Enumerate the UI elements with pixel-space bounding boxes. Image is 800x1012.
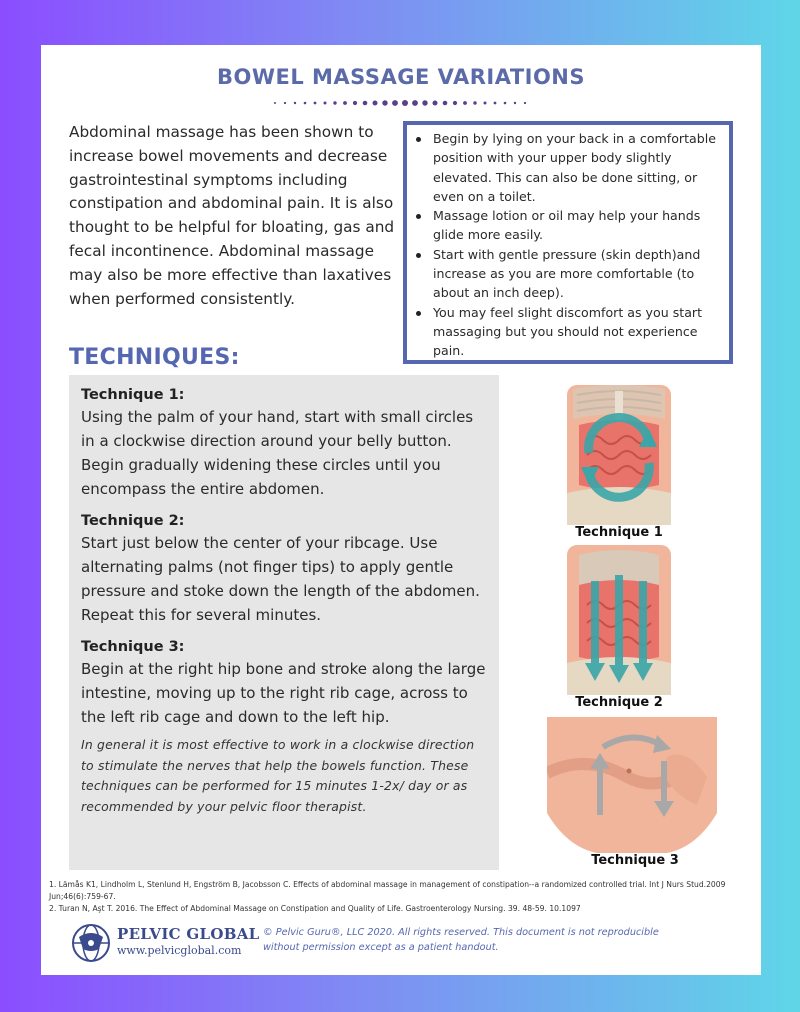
technique-3-illustration bbox=[547, 717, 717, 853]
intro-paragraph: Abdominal massage has been shown to increase bowel movements and decrease gastrointestinal symptoms including constipation and abdominal pain. It is also thought to be helpful for bloating, gas and fecal incontinence. Abdominal massage may also be more effective than laxatives when performed consistently. bbox=[69, 123, 395, 308]
technique-text: Using the palm of your hand, start with small circles in a clockwise direction around your belly button. Begin gradually widening these circles until you encompass the entire abdomen. bbox=[81, 408, 474, 498]
title-dot-divider bbox=[271, 99, 531, 107]
technique-2 bbox=[81, 511, 487, 627]
figure-3-caption: Technique 3 bbox=[591, 853, 679, 868]
tips-box bbox=[403, 121, 733, 364]
pelvis-globe-icon bbox=[69, 923, 113, 963]
tip-item: You may feel slight discomfort as you start massaging but you should not experience pain. bbox=[433, 303, 721, 361]
reference-item: 1. Lämås K1, Lindholm L, Stenlund H, Engström B, Jacobsson C. Effects of abdominal massage in management of constipation--a randomized controlled trial. Int J Nurs Stud.2009 Jun;46(6):759-67. bbox=[49, 880, 726, 901]
technique-1 bbox=[81, 385, 487, 501]
technique-3 bbox=[81, 637, 487, 729]
tip-item: Start with gentle pressure (skin depth)and increase as you are more comfortable (to about an inch deep). bbox=[433, 245, 721, 303]
tips-list bbox=[433, 129, 721, 361]
figure-1-caption: Technique 1 bbox=[575, 525, 663, 540]
technique-2-illustration bbox=[553, 545, 685, 695]
brand-url: www.pelvicglobal.com bbox=[117, 944, 242, 957]
brand-name: PELVIC GLOBAL bbox=[117, 925, 260, 943]
technique-1-illustration bbox=[553, 385, 685, 525]
technique-title: Technique 1: bbox=[81, 387, 185, 403]
technique-text: Start just below the center of your ribcage. Use alternating palms (not finger tips) to apply gentle pressure and stoke down the length of the abdomen. Repeat this for several minutes. bbox=[81, 534, 480, 624]
general-note: In general it is most effective to work in a clockwise direction to stimulate the nerves that help the bowels function. These techniques can be performed for 15 minutes 1-2x/ day or as recommended by your pelvic floor therapist. bbox=[81, 737, 475, 814]
tip-item: Massage lotion or oil may help your hands glide more easily. bbox=[433, 206, 721, 245]
pelvic-global-logo bbox=[69, 923, 289, 963]
reference-item: 2. Turan N, Aşt T. 2016. The Effect of Abdominal Massage on Constipation and Quality of Life. Gastroenterology Nursing. 39. 48-59. 10.1097 bbox=[49, 904, 581, 913]
figure-2-caption: Technique 2 bbox=[575, 695, 663, 710]
references bbox=[49, 879, 759, 915]
tip-item: Begin by lying on your back in a comfortable position with your upper body slightly elevated. This can also be done sitting, or even on a toilet. bbox=[433, 129, 721, 206]
techniques-heading: TECHNIQUES: bbox=[69, 345, 240, 370]
page-title: BOWEL MASSAGE VARIATIONS bbox=[216, 65, 586, 89]
technique-text: Begin at the right hip bone and stroke along the large intestine, moving up to the right rib cage, across to the left rib cage and down to the left hip. bbox=[81, 660, 486, 726]
techniques-box bbox=[69, 375, 499, 870]
technique-title: Technique 3: bbox=[81, 639, 185, 655]
handout-page bbox=[41, 45, 761, 975]
technique-title: Technique 2: bbox=[81, 513, 185, 529]
copyright-notice: © Pelvic Guru®, LLC 2020. All rights reserved. This document is not reproducible without permission except as a patient handout. bbox=[263, 927, 659, 953]
